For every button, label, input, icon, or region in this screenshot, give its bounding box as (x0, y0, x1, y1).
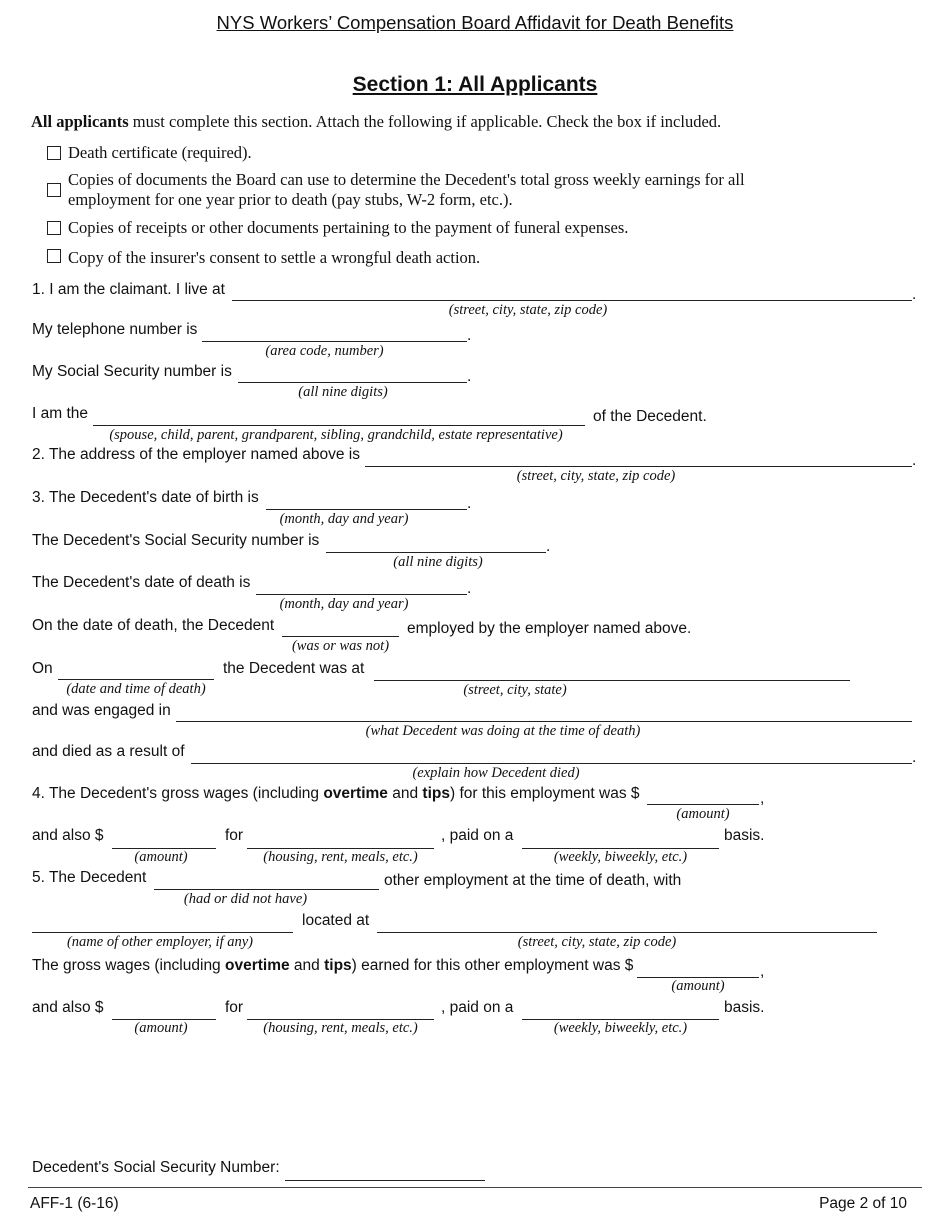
footer-divider (28, 1187, 922, 1188)
claimant-phone-label: My telephone number is (32, 321, 198, 338)
form-header-title: NYS Workers’ Compensation Board Affidavit for Death Benefits (216, 12, 734, 33)
decedent-employed-field[interactable] (282, 636, 399, 637)
other-employment-label: 5. The Decedent (32, 869, 147, 886)
checkbox-label-earnings-line2: employment for one year prior to death (pay stubs, W-2 form, etc.). (68, 190, 513, 209)
claimant-ssn-label: My Social Security number is (32, 363, 232, 380)
engaged-activity-hint: (what Decedent was doing at the time of death) (365, 723, 641, 739)
checkbox-label-death-certificate: Death certificate (required). (68, 143, 252, 162)
intro-text (31, 112, 721, 132)
checkbox-earnings-documents[interactable] (47, 183, 61, 197)
period: . (912, 452, 917, 469)
death-location-hint: (street, city, state) (463, 682, 567, 698)
decedent-dod-field[interactable] (256, 594, 467, 595)
comma: , (760, 790, 765, 807)
other-housing-hint: (housing, rent, meals, etc.) (263, 1020, 418, 1036)
period: . (546, 538, 551, 555)
decedent-dod-hint: (month, day and year) (279, 596, 409, 612)
claimant-relation-hint: (spouse, child, parent, grandparent, sibling, grandchild, estate representative) (109, 427, 563, 443)
tips-text: tips (324, 957, 352, 974)
footer-decedent-ssn-label: Decedent's Social Security Number: (32, 1159, 280, 1176)
claimant-ssn-hint: (all nine digits) (298, 384, 388, 400)
other-employer-name-field[interactable] (32, 932, 293, 933)
gross-wages-pre: 4. The Decedent's gross wages (including (32, 785, 324, 802)
decedent-employed-label: On the date of death, the Decedent (32, 617, 275, 634)
was-at-label: the Decedent was at (223, 660, 365, 677)
other-also-label: and also $ (32, 999, 104, 1016)
located-at-label: located at (302, 912, 370, 929)
decedent-ssn-label: The Decedent's Social Security number is (32, 532, 320, 549)
period: . (467, 580, 472, 597)
died-label: and died as a result of (32, 743, 185, 760)
housing-hint: (housing, rent, meals, etc.) (263, 849, 418, 865)
and-text: and (289, 957, 325, 974)
period: . (912, 749, 917, 766)
other-paid-on-label: , paid on a (441, 999, 514, 1016)
decedent-employed-hint: (was or was not) (291, 638, 390, 654)
claimant-relation-label: I am the (32, 405, 88, 422)
paid-on-label: , paid on a (441, 827, 514, 844)
other-gross-post: ) earned for this other employment was $ (351, 957, 634, 974)
also-amount-hint: (amount) (134, 849, 188, 865)
and-text: and (387, 785, 423, 802)
checkbox-label-earnings-line1: Copies of documents the Board can use to determine the Decedent's total gross weekly earnings for all (68, 170, 745, 189)
claimant-ssn-field[interactable] (238, 382, 467, 383)
cause-of-death-hint: (explain how Decedent died) (412, 765, 580, 781)
other-also-amount-hint: (amount) (134, 1020, 188, 1036)
comma: , (760, 963, 765, 980)
claimant-address-field[interactable] (232, 300, 912, 301)
for-label: for (225, 827, 244, 844)
other-gross-wages-label (32, 957, 633, 975)
checkbox-insurer-consent[interactable] (47, 249, 61, 263)
other-gross-amount-hint: (amount) (671, 978, 725, 994)
had-other-employment-field[interactable] (154, 889, 379, 890)
checkbox-death-certificate[interactable] (47, 146, 61, 160)
form-id: AFF-1 (6-16) (30, 1195, 119, 1212)
decedent-ssn-field[interactable] (326, 552, 546, 553)
checkbox-funeral-receipts[interactable] (47, 221, 61, 235)
tips-text: tips (422, 785, 450, 802)
claimant-address-label: 1. I am the claimant. I live at (32, 281, 225, 298)
overtime-text: overtime (323, 785, 388, 802)
other-employer-address-field[interactable] (377, 932, 877, 933)
decedent-ssn-hint: (all nine digits) (393, 554, 483, 570)
employer-address-label: 2. The address of the employer named above is (32, 446, 360, 463)
section-title: Section 1: All Applicants (352, 73, 598, 96)
also-label: and also $ (32, 827, 104, 844)
death-datetime-hint: (date and time of death) (66, 681, 206, 697)
other-pay-basis-hint: (weekly, biweekly, etc.) (553, 1020, 688, 1036)
gross-wages-amount-hint: (amount) (676, 806, 730, 822)
decedent-dod-label: The Decedent's date of death is (32, 574, 251, 591)
gross-wages-amount-field[interactable] (647, 804, 759, 805)
claimant-phone-field[interactable] (202, 341, 467, 342)
decedent-employed-suffix: employed by the employer named above. (407, 620, 692, 637)
other-gross-pre: The gross wages (including (32, 957, 225, 974)
other-basis-label: basis. (724, 999, 765, 1016)
had-other-employment-hint: (had or did not have) (183, 891, 308, 907)
death-location-field[interactable] (374, 680, 850, 681)
other-employer-name-hint: (name of other employer, if any) (66, 934, 254, 950)
period: . (467, 327, 472, 344)
gross-wages-label (32, 785, 640, 803)
intro-rest: must complete this section. Attach the following if applicable. Check the box if included. (128, 112, 722, 131)
basis-label: basis. (724, 827, 765, 844)
period: . (912, 286, 917, 303)
engaged-activity-field[interactable] (176, 721, 912, 722)
claimant-relation-suffix: of the Decedent. (593, 408, 707, 425)
period: . (467, 368, 472, 385)
checkbox-label-insurer-consent: Copy of the insurer's consent to settle a wrongful death action. (68, 248, 481, 267)
on-label: On (32, 660, 53, 677)
decedent-dob-field[interactable] (266, 509, 467, 510)
footer-decedent-ssn-field[interactable] (285, 1180, 485, 1181)
claimant-address-hint: (street, city, state, zip code) (448, 302, 608, 318)
gross-wages-post: ) for this employment was $ (449, 785, 640, 802)
death-datetime-field[interactable] (58, 679, 214, 680)
period: . (467, 495, 472, 512)
employer-address-hint: (street, city, state, zip code) (516, 468, 676, 484)
intro-bold: All applicants (31, 112, 129, 131)
overtime-text: overtime (225, 957, 290, 974)
engaged-label: and was engaged in (32, 702, 171, 719)
claimant-phone-hint: (area code, number) (265, 343, 384, 359)
pay-basis-hint: (weekly, biweekly, etc.) (553, 849, 688, 865)
cause-of-death-field[interactable] (191, 763, 912, 764)
other-employment-suffix: other employment at the time of death, with (384, 872, 682, 889)
decedent-dob-hint: (month, day and year) (279, 511, 409, 527)
claimant-relation-field[interactable] (93, 425, 585, 426)
page-number: Page 2 of 10 (819, 1195, 907, 1212)
other-employer-address-hint: (street, city, state, zip code) (517, 934, 677, 950)
decedent-dob-label: 3. The Decedent's date of birth is (32, 489, 259, 506)
employer-address-field[interactable] (365, 466, 912, 467)
other-for-label: for (225, 999, 244, 1016)
checkbox-label-funeral-receipts: Copies of receipts or other documents pertaining to the payment of funeral expenses. (68, 218, 629, 237)
